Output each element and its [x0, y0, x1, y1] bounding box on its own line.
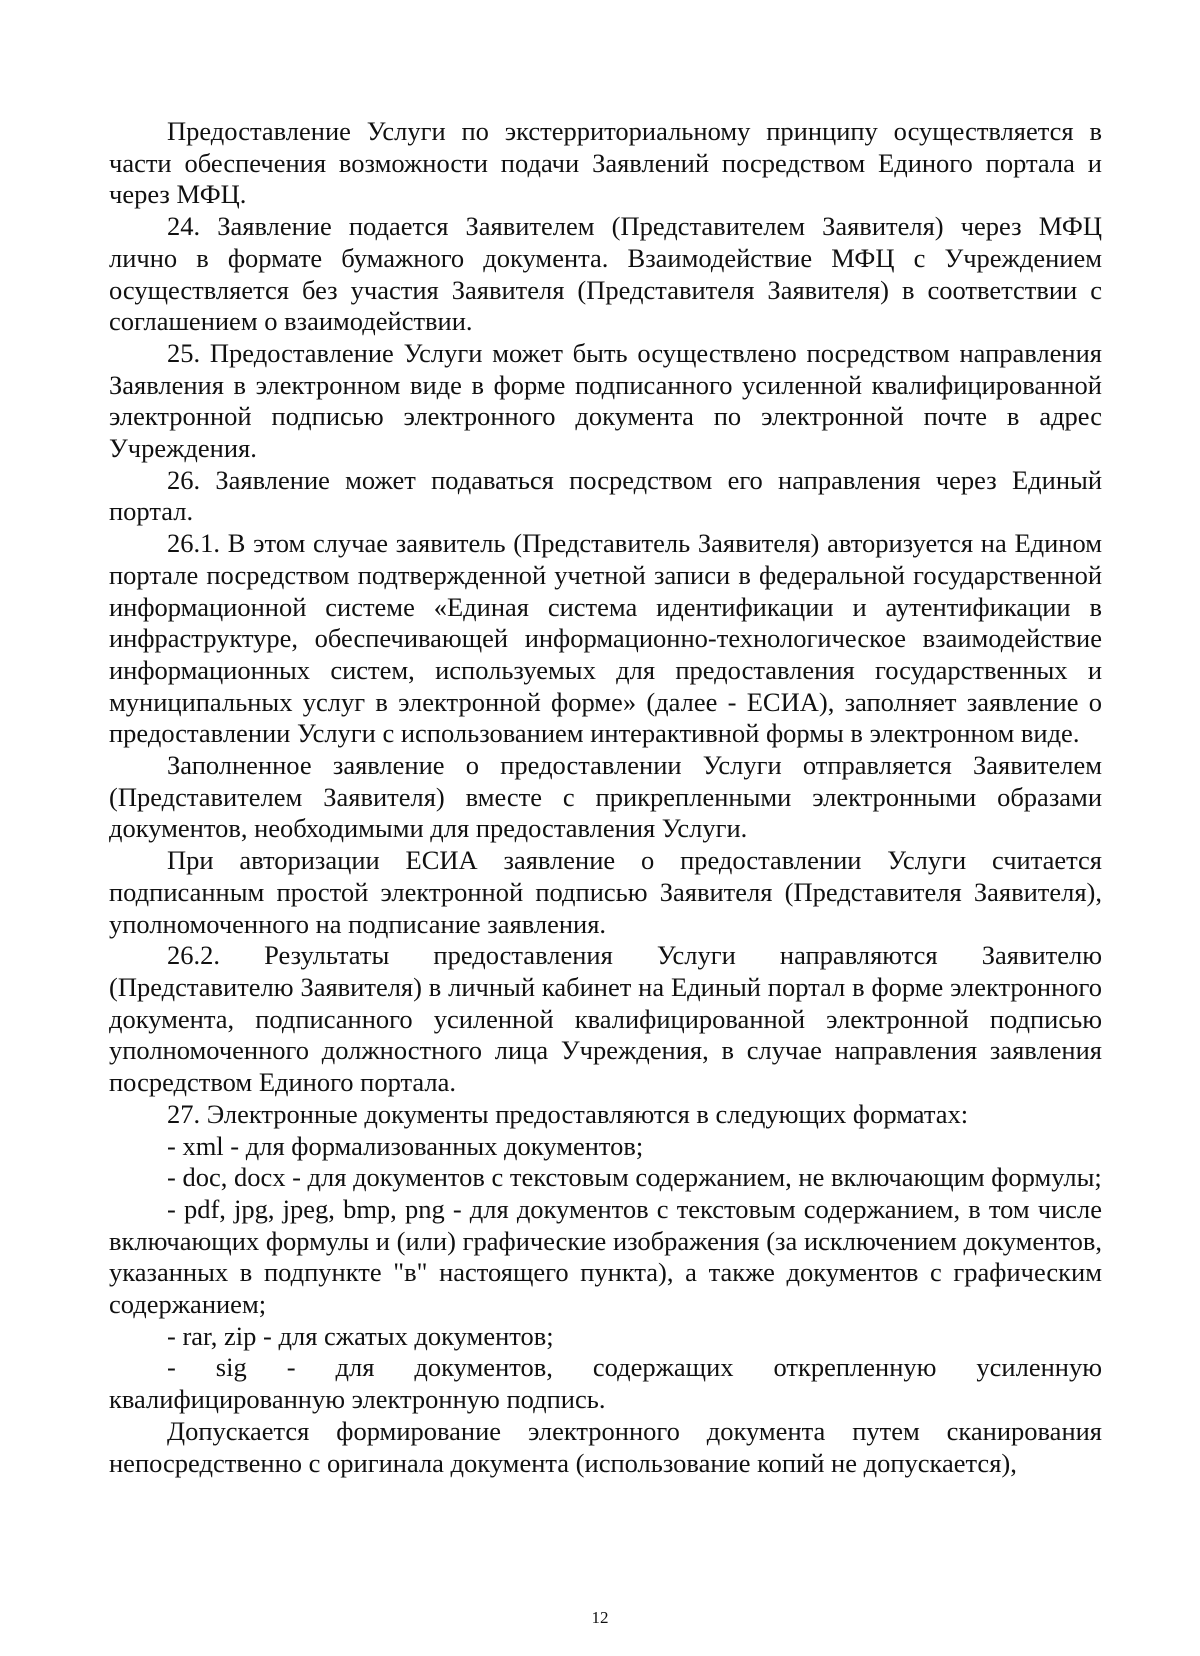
paragraph-26-2: 26.2. Результаты предоставления Услуги направляются Заявителю (Представителю Заявителя) в личный кабинет на Единый портал в форме электронного документа, подписанного усиленной квалифицированной электронной подписью уполномоченного должностного лица Учреждения, в случае направления заявления посредством Единого портала.	[109, 940, 1102, 1098]
paragraph-25: 25. Предоставление Услуги может быть осуществлено посредством направления Заявления в электронном виде в форме подписанного усиленной квалифицированной электронной подписью электронного документа по электронной почте в адрес Учреждения.	[109, 337, 1102, 464]
document-body	[109, 116, 1102, 1479]
paragraph-26: 26. Заявление может подаваться посредством его направления через Единый портал.	[109, 464, 1102, 527]
paragraph-26-1-esia-signature: При авторизации ЕСИА заявление о предоставлении Услуги считается подписанным простой электронной подписью Заявителя (Представителя Заявителя), уполномоченного на подписание заявления.	[109, 845, 1102, 939]
paragraph-intro: Предоставление Услуги по экстерриториальному принципу осуществляется в части обеспечения возможности подачи Заявлений посредством Единого портала и через МФЦ.	[109, 116, 1102, 210]
paragraph-26-1-submission: Заполненное заявление о предоставлении Услуги отправляется Заявителем (Представителем Заявителя) вместе с прикрепленными электронными образами документов, необходимыми для предоставления Услуги.	[109, 750, 1102, 844]
list-item-xml: - xml - для формализованных документов;	[167, 1130, 644, 1161]
list-item-pdf: - pdf, jpg, jpeg, bmp, png - для документов с текстовым содержанием, в том числе включающих формулы и (или) графические изображения (за исключением документов, указанных в подпункте "в" настоящего пункта), а также документов с графическим содержанием;	[109, 1193, 1102, 1320]
page-number: 12	[591, 1608, 609, 1627]
paragraph-24: 24. Заявление подается Заявителем (Представителем Заявителя) через МФЦ лично в формате бумажного документа. Взаимодействие МФЦ с Учреждением осуществляется без участия Заявителя (Представителя Заявителя) в соответствии с соглашением о взаимодействии.	[109, 211, 1102, 337]
list-item-rar: - rar, zip - для сжатых документов;	[167, 1320, 554, 1351]
list-item-sig: - sig - для документов, содержащих открепленную усиленную квалифицированную электронную подпись.	[109, 1352, 1102, 1415]
paragraph-27: 27. Электронные документы предоставляются в следующих форматах:	[167, 1098, 969, 1129]
paragraph-scanning: Допускается формирование электронного документа путем сканирования непосредственно с оригинала документа (использование копий не допускается),	[109, 1415, 1102, 1478]
list-item-doc: - doc, docx - для документов с текстовым содержанием, не включающим формулы;	[167, 1162, 1102, 1193]
paragraph-26-1: 26.1. В этом случае заявитель (Представитель Заявителя) авторизуется на Едином портале посредством подтвержденной учетной записи в федеральной государственной информационной системе «Единая система идентификации и аутентификации в инфраструктуре, обеспечивающей информационно-технологическое взаимодействие информационных систем, используемых для предоставления государственных и муниципальных услуг в электронной форме» (далее - ЕСИА), заполняет заявление о предоставлении Услуги с использованием интерактивной формы в электронном виде.	[109, 528, 1102, 749]
